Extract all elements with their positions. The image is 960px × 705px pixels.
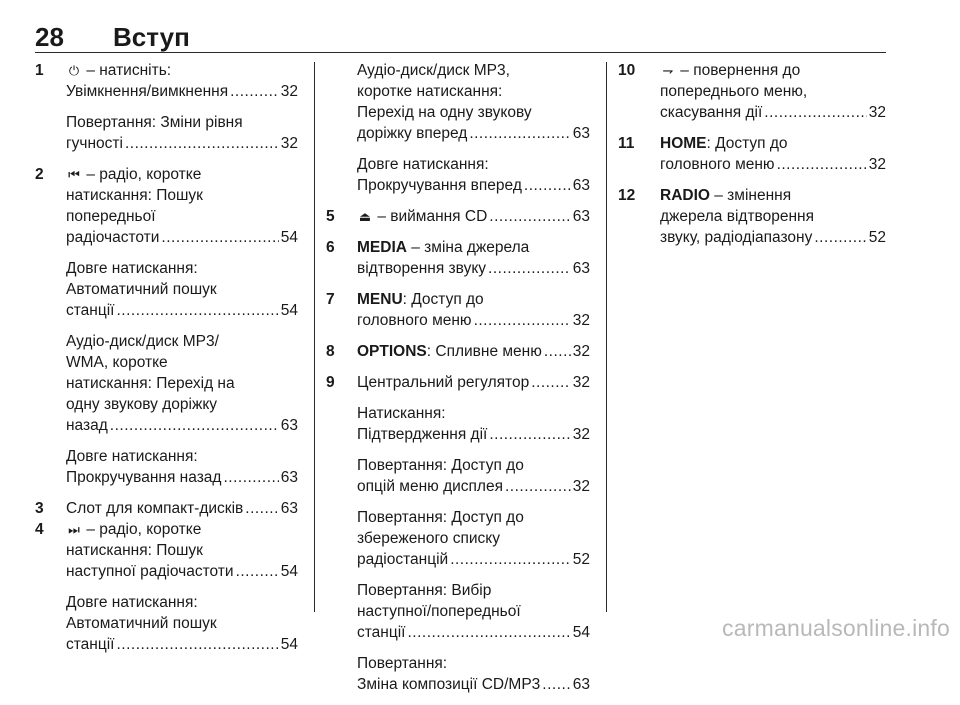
menu-key-label: MENU [357,291,403,308]
page-ref: 32 [868,156,886,173]
eject-icon: ⏏ [358,209,372,224]
entry-text: Натискання: [357,405,446,422]
entry-text: Прокручування вперед [357,177,522,194]
entry-text: WMA, коротке [66,354,168,371]
entry-2-continued [326,60,590,196]
entry-text: станції [357,624,406,641]
page-ref: 54 [280,229,298,246]
skip-forward-icon: ⏭ [68,522,80,537]
radio-key-label: RADIO [660,187,710,204]
entry-number: 1 [35,62,44,79]
entry-text: : Спливне меню [426,343,542,360]
entry-text: Зміна композиції CD/MP3 [357,676,541,693]
entry-text: Повертання: Доступ до [357,509,524,526]
entry-number: 7 [326,291,335,308]
media-key-label: MEDIA [357,239,407,256]
entry-3 [35,498,298,519]
page-ref: 32 [868,104,886,121]
entry-2 [35,164,298,488]
page-ref: 32 [572,374,590,391]
entry-text: доріжку вперед [357,125,468,142]
skip-back-icon: ⏮ [68,167,80,182]
column-divider-2 [606,62,607,612]
power-icon: ⏻ [68,63,80,78]
entry-text: Повертання: Зміни рівня [66,114,243,131]
header-rule [35,52,886,53]
entry-9 [326,372,590,695]
entry-text: Довге натискання: [66,594,198,611]
watermark: carmanualsonline.info [722,615,950,641]
entry-text: – радіо, коротке [86,166,202,183]
entry-number: 11 [618,135,635,152]
entry-text: радіочастоти [66,229,160,246]
entry-1 [35,60,298,154]
entry-number: 4 [35,521,44,538]
home-key-label: HOME [660,135,707,152]
back-arrow-icon: ⇁ [662,63,674,78]
entry-text: відтворення звуку [357,260,487,277]
entry-text: одну звукову доріжку [66,396,218,413]
entry-text: станції [66,636,115,653]
entry-number: 2 [35,166,44,183]
entry-7 [326,289,590,331]
column-1 [35,60,298,665]
entry-text: – повернення до [676,62,801,79]
entry-number: 12 [618,187,636,204]
page-ref: 32 [572,343,590,360]
entry-text: Повертання: [357,655,448,672]
entry-text: попередньої [66,208,156,225]
entry-text: натискання: Пошук [66,187,203,204]
page-ref: 32 [280,83,298,100]
page-ref: 63 [280,500,298,517]
entry-text: головного меню [660,156,775,173]
entry-text: коротке натискання: [357,83,503,100]
entry-text: назад [66,417,108,434]
page-ref: 63 [572,177,590,194]
entry-text: наступної/попередньої [357,603,521,620]
entry-8 [326,341,590,362]
entry-text: Повертання: Доступ до [357,457,524,474]
entry-text: звуку, радіодіапазону [660,229,813,246]
entry-text: джерела відтворення [660,208,814,225]
entry-text: – змінення [709,187,792,204]
entry-12 [618,185,886,248]
entry-text: – радіо, коротке [86,521,202,538]
entry-text: радіостанцій [357,551,449,568]
entry-text: Автоматичний пошук [66,281,217,298]
page-ref: 54 [280,563,298,580]
entry-text: станції [66,302,115,319]
entry-number: 8 [326,343,335,360]
entry-text: попереднього меню, [660,83,808,100]
page-title: Вступ [113,22,190,52]
page-ref: 54 [280,636,298,653]
entry-text: : Доступ до [706,135,788,152]
entry-text: натискання: Перехід на [66,375,235,392]
entry-11 [618,133,886,175]
entry-text: Центральний регулятор [357,374,530,391]
entry-text: Підтвердження дії [357,426,488,443]
entry-text: Увімкнення/вимкнення [66,83,229,100]
entry-text: Довге натискання: [66,260,198,277]
entry-number: 5 [326,208,335,225]
entry-text: Довге натискання: [357,156,489,173]
entry-text: Перехід на одну звукову [357,104,532,121]
entry-text: Довге натискання: [66,448,198,465]
column-2 [326,60,590,705]
page-ref: 32 [280,135,298,152]
options-key-label: OPTIONS [357,343,427,360]
entry-10 [618,60,886,123]
entry-text: – натисніть: [86,62,172,79]
entry-text: – зміна джерела [406,239,530,256]
page-ref: 63 [280,469,298,486]
page-ref: 32 [572,478,590,495]
page-ref: 63 [572,208,590,225]
entry-text: Слот для компакт-дисків [66,500,244,517]
entry-text: Повертання: Вибір [357,582,492,599]
page-ref: 63 [572,125,590,142]
entry-number: 3 [35,500,44,517]
entry-text: Прокручування назад [66,469,222,486]
entry-text: наступної радіочастоти [66,563,234,580]
entry-text: скасування дії [660,104,763,121]
page-ref: 52 [572,551,590,568]
entry-number: 9 [326,374,335,391]
column-divider-1 [314,62,315,612]
page-ref: 63 [572,676,590,693]
entry-text: збереженого списку [357,530,500,547]
column-3 [618,60,886,258]
page-number: 28 [35,22,64,52]
page-ref: 63 [280,417,298,434]
page-ref: 52 [868,229,886,246]
page-ref: 54 [280,302,298,319]
entry-number: 6 [326,239,335,256]
page-ref: 63 [572,260,590,277]
entry-text: опцій меню дисплея [357,478,503,495]
page-ref: 54 [572,624,590,641]
entry-text: Аудіо-диск/диск MP3, [357,62,510,79]
entry-6 [326,237,590,279]
entry-text: Аудіо-диск/диск MP3/ [66,333,219,350]
entry-5 [326,206,590,227]
entry-4 [35,519,298,655]
entry-text: гучності [66,135,123,152]
entry-text: натискання: Пошук [66,542,203,559]
entry-text: – виймання CD [377,208,488,225]
entry-text: Автоматичний пошук [66,615,217,632]
entry-text: : Доступ до [402,291,484,308]
page-header [35,22,886,52]
entry-text: головного меню [357,312,472,329]
page-ref: 32 [572,312,590,329]
entry-number: 10 [618,62,636,79]
page-ref: 32 [572,426,590,443]
